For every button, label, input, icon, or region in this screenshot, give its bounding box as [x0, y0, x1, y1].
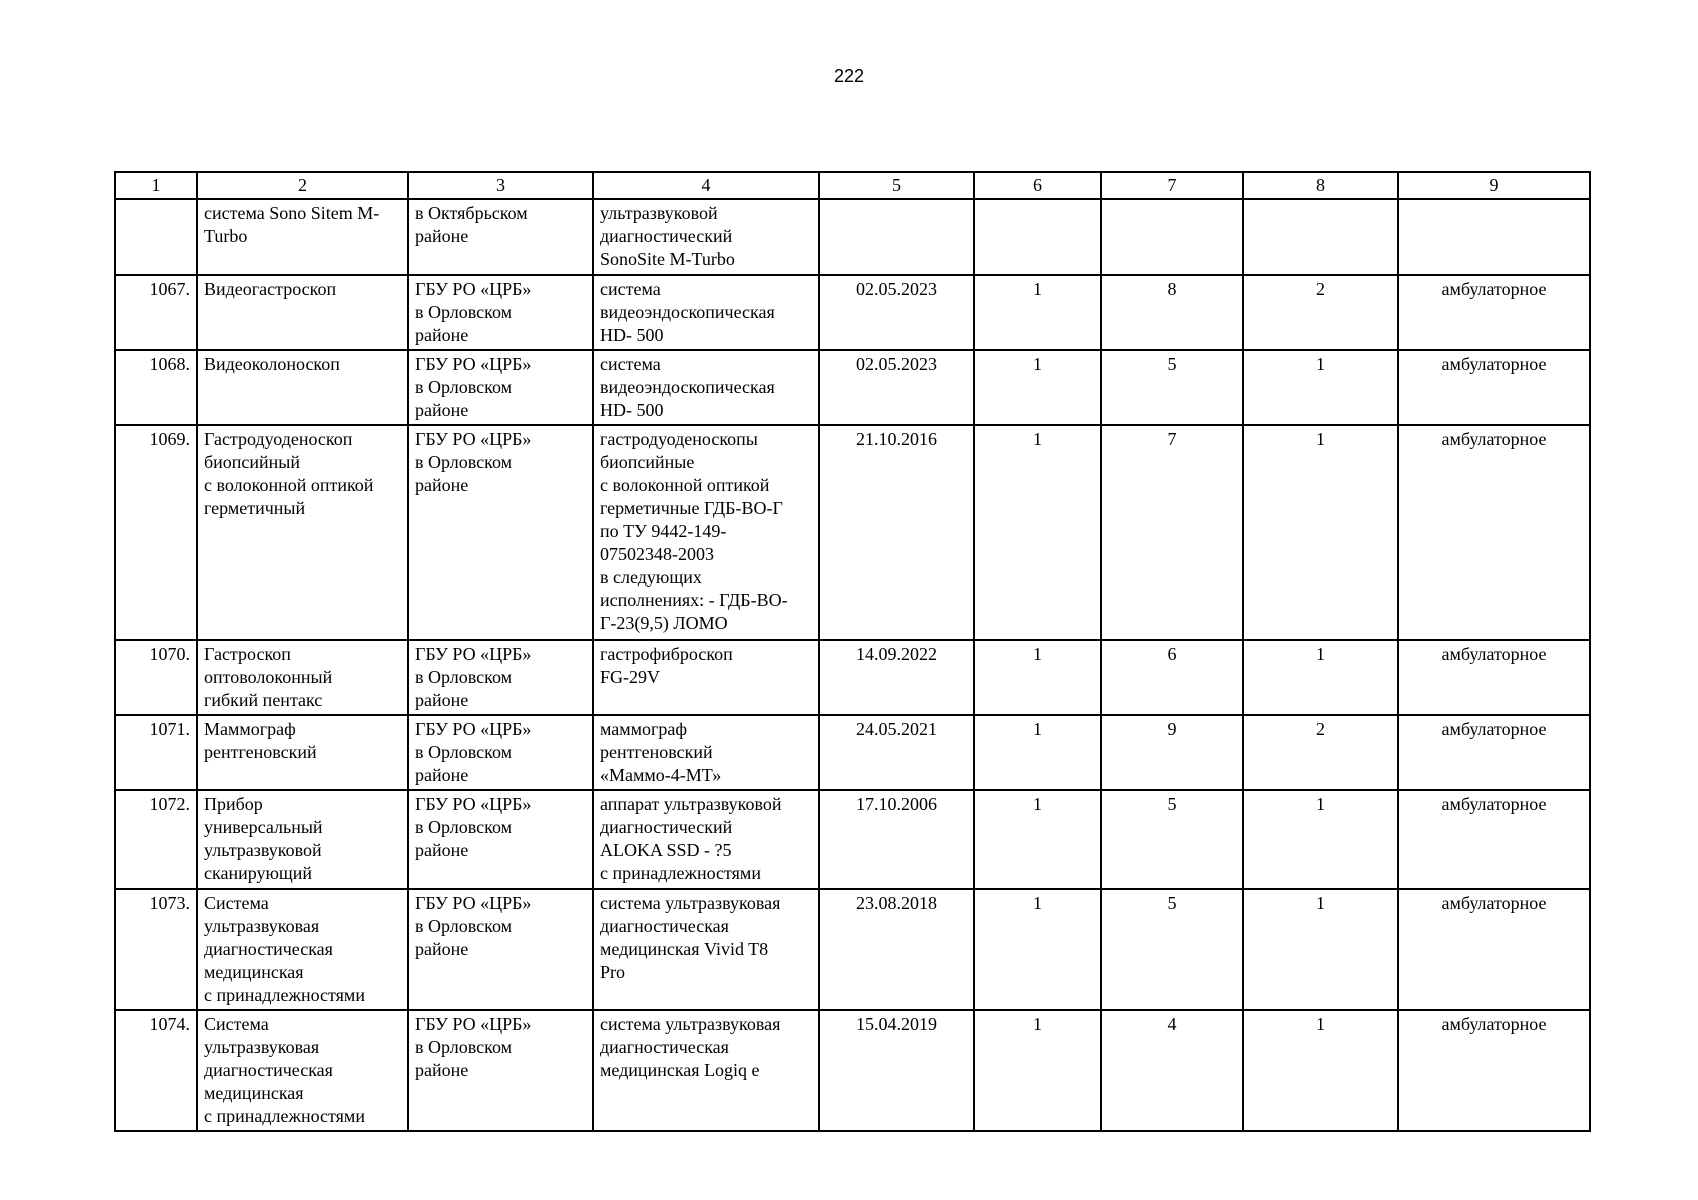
model-cell — [593, 275, 819, 350]
column-9-cell: амбулаторное — [1398, 350, 1590, 425]
organization-cell — [408, 889, 593, 1010]
cell-line: ГБУ РО «ЦРБ» — [415, 1014, 532, 1034]
cell-line: FG-29V — [600, 667, 661, 687]
date-cell: 21.10.2016 — [819, 425, 974, 640]
cell-line: рентгеновский — [600, 742, 713, 762]
table-row — [115, 425, 1590, 640]
model-cell — [593, 199, 819, 275]
equipment-name-cell — [197, 715, 408, 790]
cell-line: районе — [415, 840, 469, 860]
equipment-name-cell — [197, 1010, 408, 1131]
column-8-cell: 2 — [1243, 275, 1398, 350]
row-number-cell: 1068. — [115, 350, 197, 425]
table-row — [115, 1010, 1590, 1131]
column-6-cell: 1 — [974, 640, 1101, 715]
column-6-cell: 1 — [974, 425, 1101, 640]
organization-cell — [408, 790, 593, 889]
cell-line: Система — [204, 1014, 269, 1034]
cell-line: ГБУ РО «ЦРБ» — [415, 893, 532, 913]
table-row — [115, 275, 1590, 350]
cell-line: ультразвуковая — [204, 1037, 320, 1057]
cell-line: районе — [415, 475, 469, 495]
cell-line: рентгеновский — [204, 742, 317, 762]
table-row — [115, 790, 1590, 889]
cell-line: Turbo — [204, 226, 248, 246]
row-number-cell: 1070. — [115, 640, 197, 715]
cell-line: районе — [415, 226, 469, 246]
cell-line: диагностический — [600, 226, 733, 246]
cell-line: ГБУ РО «ЦРБ» — [415, 644, 532, 664]
cell-line: медицинская Logiq e — [600, 1060, 760, 1080]
cell-line: гибкий пентакс — [204, 690, 323, 710]
table-body — [115, 199, 1590, 1131]
column-number: 2 — [197, 172, 408, 199]
column-7-cell: 6 — [1101, 640, 1243, 715]
date-cell — [819, 199, 974, 275]
column-6-cell: 1 — [974, 275, 1101, 350]
cell-line: районе — [415, 690, 469, 710]
equipment-table — [114, 171, 1591, 1132]
column-6-cell: 1 — [974, 1010, 1101, 1131]
column-7-cell: 8 — [1101, 275, 1243, 350]
organization-cell — [408, 640, 593, 715]
cell-line: диагностическая — [204, 939, 333, 959]
cell-line: в Орловском — [415, 1037, 513, 1057]
cell-line: Видеогастроскоп — [204, 279, 337, 299]
organization-cell — [408, 275, 593, 350]
cell-line: гастрофиброскоп — [600, 644, 733, 664]
cell-line: медицинская — [204, 1083, 304, 1103]
cell-line: в Орловском — [415, 667, 513, 687]
page-number: 222 — [833, 66, 865, 86]
row-number-cell — [115, 199, 197, 275]
cell-line: исполнениях: - ГДБ-ВО- — [600, 590, 788, 610]
column-9-cell: амбулаторное — [1398, 790, 1590, 889]
cell-line: медицинская — [204, 962, 304, 982]
cell-line: диагностическая — [204, 1060, 333, 1080]
date-cell: 23.08.2018 — [819, 889, 974, 1010]
cell-line: районе — [415, 1060, 469, 1080]
cell-line: районе — [415, 400, 469, 420]
cell-line: система ультразвуковая — [600, 1014, 781, 1034]
cell-line: диагностический — [600, 817, 733, 837]
row-number-cell: 1072. — [115, 790, 197, 889]
cell-line: в Орловском — [415, 452, 513, 472]
table-row — [115, 715, 1590, 790]
cell-line: ГБУ РО «ЦРБ» — [415, 794, 532, 814]
cell-line: HD- 500 — [600, 400, 664, 420]
column-8-cell: 1 — [1243, 889, 1398, 1010]
column-9-cell: амбулаторное — [1398, 889, 1590, 1010]
column-number: 3 — [408, 172, 593, 199]
date-cell: 24.05.2021 — [819, 715, 974, 790]
equipment-name-cell — [197, 199, 408, 275]
cell-line: Система — [204, 893, 269, 913]
column-6-cell: 1 — [974, 350, 1101, 425]
cell-line: ультразвуковая — [204, 916, 320, 936]
column-number: 7 — [1101, 172, 1243, 199]
date-cell: 02.05.2023 — [819, 350, 974, 425]
cell-line: ГБУ РО «ЦРБ» — [415, 354, 532, 374]
cell-line: система — [600, 279, 661, 299]
cell-line: с принадлежностями — [204, 985, 365, 1005]
cell-line: аппарат ультразвуковой — [600, 794, 782, 814]
row-number-cell: 1073. — [115, 889, 197, 1010]
cell-line: в Орловском — [415, 817, 513, 837]
cell-line: Гастродуоденоскоп — [204, 429, 353, 449]
column-6-cell: 1 — [974, 889, 1101, 1010]
column-number: 6 — [974, 172, 1101, 199]
cell-line: в следующих — [600, 567, 702, 587]
model-cell — [593, 350, 819, 425]
table-row — [115, 350, 1590, 425]
cell-line: биопсийные — [600, 452, 695, 472]
organization-cell — [408, 199, 593, 275]
equipment-name-cell — [197, 350, 408, 425]
cell-line: Видеоколоноскоп — [204, 354, 340, 374]
cell-line: HD- 500 — [600, 325, 664, 345]
cell-line: видеоэндоскопическая — [600, 302, 775, 322]
model-cell — [593, 790, 819, 889]
cell-line: гастродуоденоскопы — [600, 429, 758, 449]
column-9-cell — [1398, 199, 1590, 275]
row-number-cell: 1071. — [115, 715, 197, 790]
cell-line: Маммограф — [204, 719, 296, 739]
column-7-cell — [1101, 199, 1243, 275]
cell-line: с принадлежностями — [204, 1106, 365, 1126]
column-7-cell: 5 — [1101, 350, 1243, 425]
equipment-name-cell — [197, 640, 408, 715]
column-6-cell: 1 — [974, 790, 1101, 889]
cell-line: 07502348-2003 — [600, 544, 714, 564]
cell-line: система ультразвуковая — [600, 893, 781, 913]
column-number: 4 — [593, 172, 819, 199]
organization-cell — [408, 425, 593, 640]
column-8-cell: 1 — [1243, 1010, 1398, 1131]
date-cell: 02.05.2023 — [819, 275, 974, 350]
cell-line: ГБУ РО «ЦРБ» — [415, 429, 532, 449]
cell-line: районе — [415, 325, 469, 345]
cell-line: герметичные ГДБ-ВО-Г — [600, 498, 783, 518]
column-7-cell: 5 — [1101, 889, 1243, 1010]
column-8-cell: 1 — [1243, 350, 1398, 425]
column-9-cell: амбулаторное — [1398, 275, 1590, 350]
cell-line: районе — [415, 765, 469, 785]
cell-line: ультразвуковой — [204, 840, 322, 860]
column-6-cell — [974, 199, 1101, 275]
organization-cell — [408, 350, 593, 425]
cell-line: ГБУ РО «ЦРБ» — [415, 279, 532, 299]
equipment-name-cell — [197, 425, 408, 640]
cell-line: оптоволоконный — [204, 667, 333, 687]
table-row — [115, 640, 1590, 715]
cell-line: ALOKA SSD - ?5 — [600, 840, 732, 860]
cell-line: в Орловском — [415, 377, 513, 397]
cell-line: ультразвуковой — [600, 203, 718, 223]
cell-line: маммограф — [600, 719, 688, 739]
column-number: 5 — [819, 172, 974, 199]
cell-line: Прибор — [204, 794, 263, 814]
cell-line: биопсийный — [204, 452, 301, 472]
organization-cell — [408, 1010, 593, 1131]
cell-line: «Маммо-4-МТ» — [600, 765, 722, 785]
column-9-cell: амбулаторное — [1398, 715, 1590, 790]
cell-line: в Орловском — [415, 302, 513, 322]
cell-line: видеоэндоскопическая — [600, 377, 775, 397]
column-8-cell: 1 — [1243, 640, 1398, 715]
column-number: 1 — [115, 172, 197, 199]
cell-line: диагностическая — [600, 1037, 729, 1057]
row-number-cell: 1069. — [115, 425, 197, 640]
date-cell: 17.10.2006 — [819, 790, 974, 889]
column-number: 9 — [1398, 172, 1590, 199]
cell-line: универсальный — [204, 817, 323, 837]
cell-line: по ТУ 9442-149- — [600, 521, 727, 541]
cell-line: герметичный — [204, 498, 306, 518]
column-7-cell: 5 — [1101, 790, 1243, 889]
model-cell — [593, 425, 819, 640]
column-number: 8 — [1243, 172, 1398, 199]
column-8-cell: 1 — [1243, 425, 1398, 640]
cell-line: Pro — [600, 962, 626, 982]
column-7-cell: 4 — [1101, 1010, 1243, 1131]
column-9-cell: амбулаторное — [1398, 425, 1590, 640]
cell-line: медицинская Vivid T8 — [600, 939, 769, 959]
cell-line: с принадлежностями — [600, 863, 761, 883]
column-8-cell — [1243, 199, 1398, 275]
model-cell — [593, 889, 819, 1010]
cell-line: с волоконной оптикой — [204, 475, 374, 495]
organization-cell — [408, 715, 593, 790]
column-9-cell: амбулаторное — [1398, 640, 1590, 715]
date-cell: 14.09.2022 — [819, 640, 974, 715]
row-number-cell: 1067. — [115, 275, 197, 350]
date-cell: 15.04.2019 — [819, 1010, 974, 1131]
cell-line: система Sono Sitem M- — [204, 203, 380, 223]
column-6-cell: 1 — [974, 715, 1101, 790]
cell-line: в Орловском — [415, 742, 513, 762]
column-9-cell: амбулаторное — [1398, 1010, 1590, 1131]
column-number-row — [115, 172, 1590, 199]
equipment-name-cell — [197, 889, 408, 1010]
row-number-cell: 1074. — [115, 1010, 197, 1131]
cell-line: в Орловском — [415, 916, 513, 936]
cell-line: система — [600, 354, 661, 374]
equipment-name-cell — [197, 275, 408, 350]
model-cell — [593, 1010, 819, 1131]
cell-line: Г-23(9,5) ЛОМО — [600, 613, 728, 633]
cell-line: в Октябрьском — [415, 203, 528, 223]
table-row — [115, 199, 1590, 275]
cell-line: с волоконной оптикой — [600, 475, 770, 495]
cell-line: ГБУ РО «ЦРБ» — [415, 719, 532, 739]
cell-line: районе — [415, 939, 469, 959]
cell-line: Гастроскоп — [204, 644, 291, 664]
column-8-cell: 2 — [1243, 715, 1398, 790]
column-7-cell: 9 — [1101, 715, 1243, 790]
model-cell — [593, 715, 819, 790]
column-7-cell: 7 — [1101, 425, 1243, 640]
cell-line: диагностическая — [600, 916, 729, 936]
model-cell — [593, 640, 819, 715]
equipment-name-cell — [197, 790, 408, 889]
cell-line: сканирующий — [204, 863, 313, 883]
column-8-cell: 1 — [1243, 790, 1398, 889]
cell-line: SonoSite M-Turbo — [600, 249, 735, 269]
table-row — [115, 889, 1590, 1010]
